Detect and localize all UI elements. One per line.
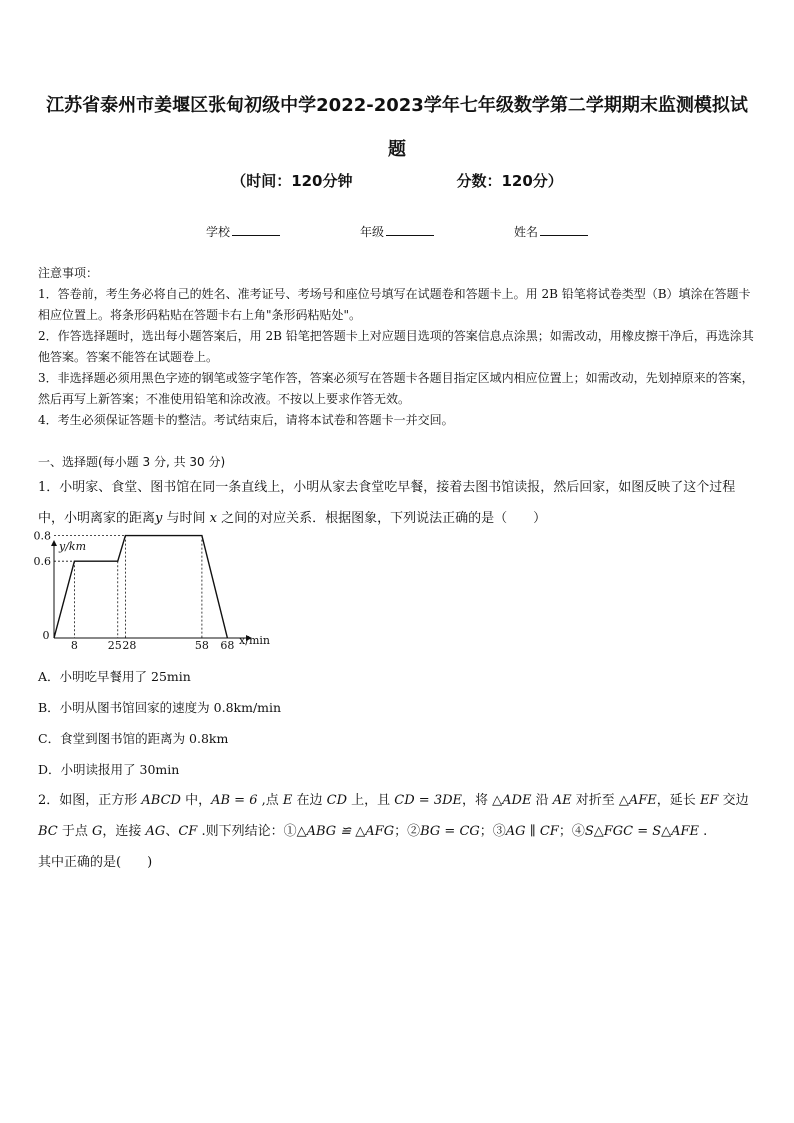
q2-text: 对折至: [571, 793, 619, 808]
note-item: 2．作答选择题时，选出每小题答案后，用 2B 铅笔把答题卡上对应题目选项的答案信息点涂黑；如需改动，用橡皮擦干净后，再选涂其他答案。答案不能答在试题卷上。: [38, 329, 754, 364]
q1-text: 之间的对应关系．根据图象，下列说法正确的是（ ）: [216, 511, 547, 526]
option-c[interactable]: C．食堂到图书馆的距离为 0.8km: [38, 731, 229, 746]
q1-text: 1．小明家、食堂、图书馆在同一条直线上，小明从家去食堂吃早餐，接着去图书馆读报，然后回家，如图反映了这个过程中，小明离家的距离: [38, 480, 736, 526]
q2-text: 2．如图，正方形: [38, 793, 142, 808]
q2-text: ，将: [462, 793, 493, 808]
q2-text: ，延长: [656, 793, 700, 808]
grade-label: 年级: [359, 225, 384, 239]
math: AG: [145, 824, 166, 839]
distance-time-chart: [33, 529, 270, 655]
name-label: 姓名: [514, 225, 539, 239]
math: △AFE: [618, 793, 657, 808]
q2-text: 中，: [180, 793, 212, 808]
note-item: 4．考生必须保证答题卡的整洁。考试结束后，请将本试卷和答题卡一并交回。: [38, 413, 454, 427]
page-title: 江苏省泰州市姜堰区张甸初级中学2022-2023学年七年级数学第二学期期末监测模拟试题: [46, 95, 748, 160]
var-x: x: [209, 511, 217, 526]
math: AG ∥ CF: [505, 824, 559, 839]
note-item: 3．非选择题必须用黑色字迹的钢笔或签字笔作答，答案必须写在答题卡各题目指定区域内相应位置上；如需改动，先划掉原来的答案，然后再写上新答案；不准使用铅笔和涂改液。不按以上要求作答无效。: [38, 371, 754, 406]
notes: [38, 263, 756, 431]
x-tick-label: 8: [70, 639, 78, 652]
math: AB = 6: [211, 793, 258, 808]
x-tick-label: 25: [107, 639, 122, 652]
origin-label: 0: [42, 629, 50, 642]
math: G: [92, 824, 103, 839]
math: ABCD: [141, 793, 181, 808]
q2-text: 交边: [718, 793, 749, 808]
x-axis-label: x/min: [239, 634, 270, 647]
math: △ADE: [492, 793, 532, 808]
school-blank[interactable]: [232, 235, 280, 236]
y-tick-label: 0.6: [33, 555, 51, 569]
q2-text: .: [699, 824, 708, 839]
notes-heading: 注意事项：: [38, 266, 99, 280]
math: E: [282, 793, 293, 808]
math: △ABG ≌ △AFG: [296, 824, 395, 839]
school-label: 学校: [205, 225, 230, 239]
question-1: [38, 472, 758, 534]
q2-text: 上，且: [347, 793, 395, 808]
name-blank[interactable]: [540, 235, 588, 236]
x-tick-label: 68: [220, 639, 235, 652]
q2-text: .则下列结论：①: [197, 824, 297, 839]
q2-text: 在边: [292, 793, 327, 808]
student-info: [0, 223, 794, 240]
q2-text: ，连接: [102, 824, 146, 839]
y-tick-label: 0.8: [33, 529, 51, 543]
math: CD: [326, 793, 348, 808]
q2-text: 沿: [531, 793, 553, 808]
q2-text: 其中正确的是( ): [38, 855, 153, 870]
math: CD = 3DE: [394, 793, 463, 808]
math: BC: [38, 824, 58, 839]
exam-info: [0, 170, 794, 191]
y-axis-arrow: [51, 540, 57, 546]
math: BG = CG: [420, 824, 480, 839]
math: CF: [178, 824, 198, 839]
q2-text: 、: [165, 824, 179, 839]
score-label: 分数：120分）: [456, 172, 563, 190]
math: EF: [699, 793, 719, 808]
q2-text: ；④: [558, 824, 585, 839]
grade-blank[interactable]: [386, 235, 434, 236]
time-label: （时间：120分钟: [231, 172, 353, 190]
x-tick-label: 58: [194, 639, 209, 652]
q2-text: ；②: [394, 824, 421, 839]
section-title: 一、选择题(每小题 3 分, 共 30 分): [38, 455, 226, 469]
var-y: y: [155, 511, 163, 526]
y-axis-label: y/km: [59, 540, 87, 553]
math: AE: [552, 793, 572, 808]
q2-text: ,点: [257, 793, 283, 808]
q2-text: 于点: [57, 824, 93, 839]
option-a[interactable]: A．小明吃早餐用了 25min: [38, 669, 191, 684]
q1-text: 与时间: [162, 511, 210, 526]
note-item: 1．答卷前，考生务必将自己的姓名、准考证号、考场号和座位号填写在试题卷和答题卡上。用 2B 铅笔将试卷类型（B）填涂在答题卡相应位置上。将条形码粘贴在答题卡右上角"条形码粘贴处"。: [38, 287, 751, 322]
option-b[interactable]: B．小明从图书馆回家的速度为 0.8km/min: [38, 700, 282, 715]
q2-text: ；③: [479, 824, 506, 839]
x-tick-label: 28: [122, 639, 137, 652]
math: S△FGC = S△AFE: [584, 824, 700, 839]
option-d[interactable]: D．小明读报用了 30min: [38, 762, 180, 777]
question-2: [38, 785, 758, 878]
